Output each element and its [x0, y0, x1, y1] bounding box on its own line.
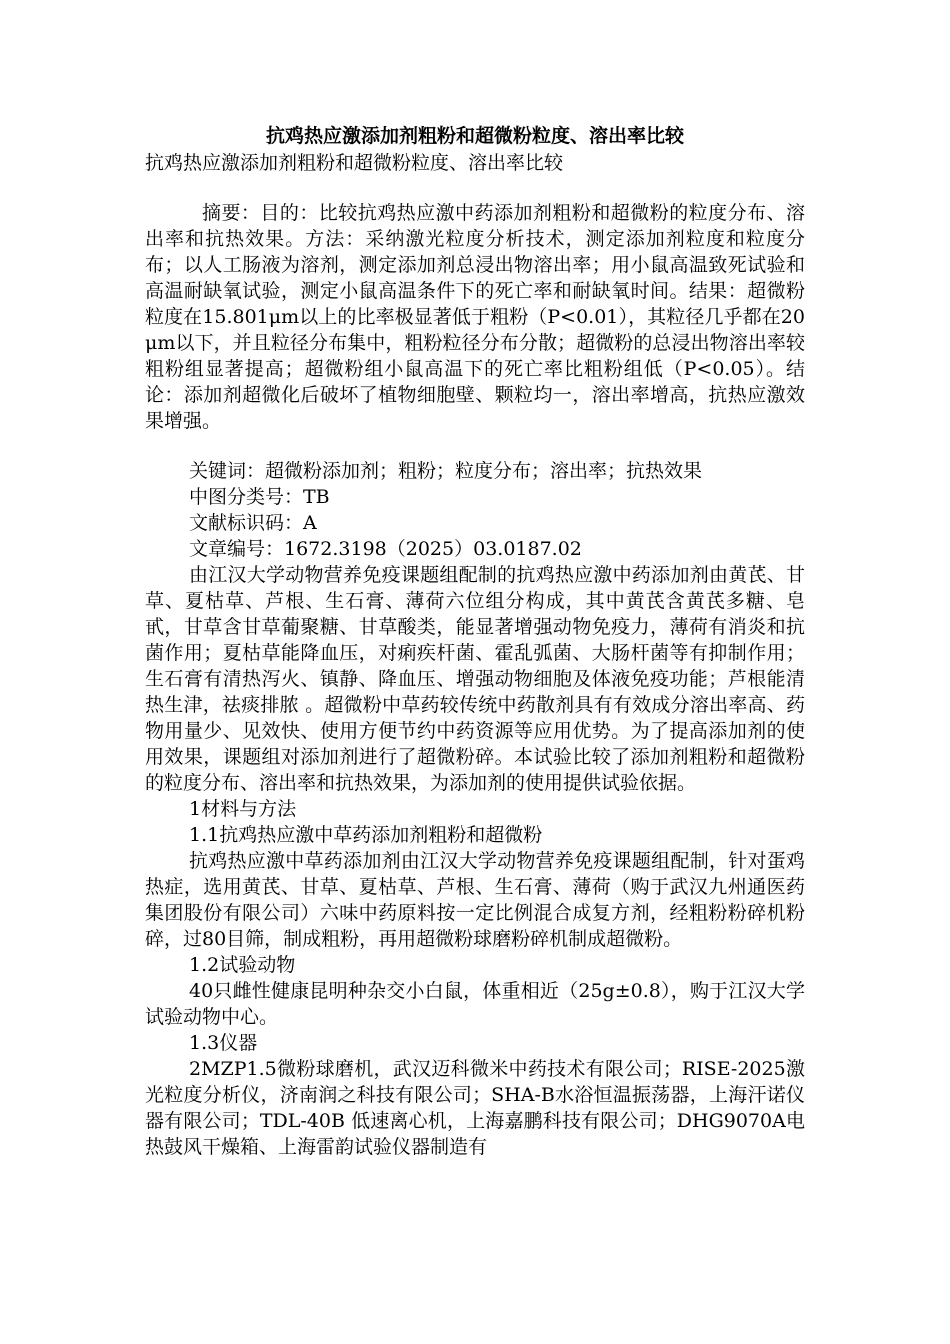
section-heading-1-1: 1.1抗鸡热应激中草药添加剂粗粉和超微粉 [189, 824, 543, 846]
abstract-paragraph: 摘要：目的：比较抗鸡热应激中药添加剂粗粉和超微粉的粒度分布、溶出率和抗热效果。方法：采纳激光粒度分析技术，测定添加剂粒度和粒度分布；以人工肠液为溶剂，测定添加剂总浸出物溶出率；用小鼠高温致死试验和高温耐缺氧试验，测定小鼠高温条件下的死亡率和耐缺氧时间。结果：超微粉粒度在15.801μm以上的比率极显著低于粗粉（P<0.01），其粒径几乎都在20μm以下，并且粒径分布集中，粗粉粒径分布分散；超微粉的总浸出物溶出率较粗粉组显著提高；超微粉组小鼠高温下的死亡率比粗粉组低（P<0.05）。结论：添加剂超微化后破坏了植物细胞壁、颗粒均一，溶出率增高，抗热应激效果增强。 [145, 202, 805, 432]
paragraph-1-1: 抗鸡热应激中草药添加剂由江汉大学动物营养免疫课题组配制，针对蛋鸡热症，选用黄芪、甘草、夏枯草、芦根、生石膏、薄荷（购于武汉九州通医药集团股份有限公司）六味中药原料按一定比例混合成复方剂，经粗粉粉碎机粉碎，过80目筛，制成粗粉，再用超微粉球磨粉碎机制成超微粉。 [145, 850, 805, 950]
paragraph-1-2: 40只雌性健康昆明种杂交小白鼠，体重相近（25g±0.8），购于江汉大学试验动物中心。 [145, 980, 805, 1028]
section-heading-1: 1材料与方法 [189, 798, 297, 820]
doc-code-line: 文献标识码：A [189, 512, 317, 534]
section-heading-1-2: 1.2试验动物 [189, 954, 296, 976]
intro-paragraph: 由江汉大学动物营养免疫课题组配制的抗鸡热应激中药添加剂由黄芪、甘草、夏枯草、芦根、生石膏、薄荷六位组分构成，其中黄芪含黄芪多糖、皂甙，甘草含甘草葡聚糖、甘草酸类，能显著增强动物免疫力，薄荷有消炎和抗菌作用；夏枯草能降血压，对痢疾杆菌、霍乱弧菌、大肠杆菌等有抑制作用；生石膏有清热泻火、镇静、降血压、增强动物细胞及体液免疫功能；芦根能清热生津，祛痰排脓 。超微粉中草药较传统中药散剂具有有效成分溶出率高、药物用量少、见效快、使用方便节约中药资源等应用优势。为了提高添加剂的使用效果，课题组对添加剂进行了超微粉碎。本试验比较了添加剂粗粉和超微粉的粒度分布、溶出率和抗热效果，为添加剂的使用提供试验依据。 [145, 564, 805, 794]
clc-line: 中图分类号：TB [189, 486, 330, 508]
document-subtitle: 抗鸡热应激添加剂粗粉和超微粉粒度、溶出率比较 [145, 152, 564, 174]
section-heading-1-3: 1.3仪器 [189, 1032, 258, 1054]
paragraph-1-3: 2MZP1.5微粉球磨机，武汉迈科微米中药技术有限公司；RISE-2025激光粒度分析仪，济南润之科技有限公司；SHA-B水浴恒温振荡器，上海汗诺仪器有限公司；TDL-40B 低速离心机，上海嘉鹏科技有限公司；DHG9070A电热鼓风干燥箱、上海雷韵试验仪器制造有 [145, 1058, 805, 1158]
article-number-line: 文章编号：1672.3198（2025）03.0187.02 [189, 538, 582, 560]
spacer [145, 176, 805, 200]
document-title: 抗鸡热应激添加剂粗粉和超微粉粒度、溶出率比较 [265, 125, 684, 147]
keywords-line: 关键词：超微粉添加剂；粗粉；粒度分布；溶出率；抗热效果 [189, 460, 703, 482]
spacer [145, 434, 805, 458]
document-body [145, 122, 805, 1160]
